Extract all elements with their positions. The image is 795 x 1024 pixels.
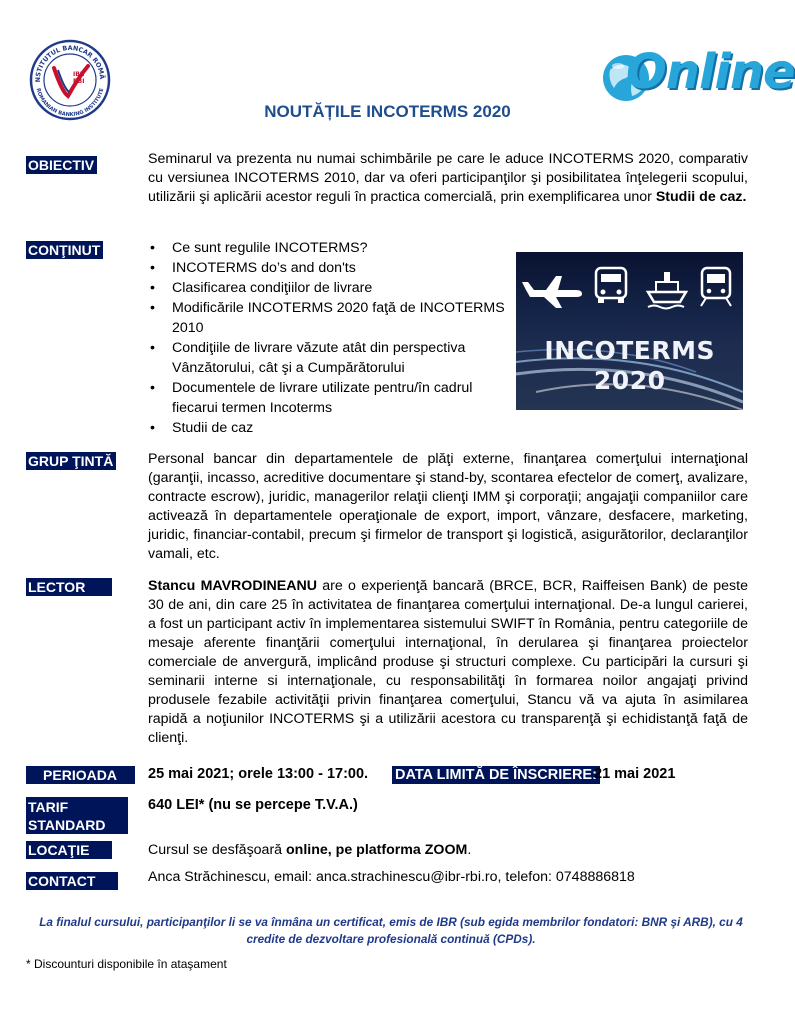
objectiv-body: Seminarul va prezenta nu numai schimbările pe care le aduce INCOTERMS 2020, comparativ cu versiunea INCOTERMS 2010, dar va oferi participanţilor şi posibilitatea înţelegerii scopului, utilizării şi aplicării acestor reguli în practica comercială, prin exemplificarea unor — [148, 151, 748, 205]
objectiv-bold: Studii de caz. — [655, 189, 747, 205]
online-logo — [600, 44, 795, 104]
locatie-label: LOCAŢIE — [26, 841, 112, 859]
perioada-value: 25 mai 2021; orele 13:00 - 17:00. — [148, 766, 369, 782]
locatie-prefix: Cursul se desfăşoară — [148, 842, 283, 858]
lector-name: Stancu MAVRODINEANU — [148, 578, 317, 594]
list-item: • Ce sunt regulile INCOTERMS? — [148, 238, 508, 258]
perioada-label: PERIOADA — [26, 766, 135, 784]
list-item: • Studii de caz — [148, 418, 508, 438]
tarif-label-line2: STANDARD — [28, 817, 106, 833]
svg-text:RBI: RBI — [73, 78, 85, 85]
svg-text:IBR: IBR — [73, 71, 85, 78]
airplane-icon — [522, 276, 582, 308]
tarif-label-line1: TARIF — [28, 799, 69, 815]
contact-label: CONTACT — [26, 872, 118, 890]
objectiv-label: OBIECTIV — [26, 156, 97, 174]
objectiv-text — [148, 150, 748, 207]
incoterms-image-line1: INCOTERMS — [544, 336, 715, 365]
page-title: NOUTĂȚILE INCOTERMS 2020 — [264, 102, 511, 121]
list-item: • INCOTERMS do’s and don'ts — [148, 258, 508, 278]
locatie-value — [148, 842, 471, 858]
list-item: • Clasificarea condiţiilor de livrare — [148, 278, 508, 298]
incoterms-image-title — [544, 336, 715, 396]
logo-bottom-text: ROMANIAN BANKING INSTITUTE — [34, 87, 106, 119]
lector-label: LECTOR — [26, 578, 112, 596]
list-item: • Documentele de livrare utilizate pentru/în cadrul fiecarui termen Incoterms — [148, 378, 508, 418]
locatie-suffix: . — [467, 842, 472, 858]
contact-value: Anca Străchinescu, email: anca.strachinescu@ibr-rbi.ro, telefon: 0748886818 — [148, 869, 635, 885]
locatie-bold: online, pe platforma ZOOM — [286, 842, 468, 858]
incoterms-image-line2: 2020 — [593, 366, 666, 395]
grup-tinta-text: Personal bancar din departamentele de plăţi externe, finanţarea comerţului internaţional (garanţii, incasso, acreditive documentare şi stand-by, scontarea efectelor de comerţ, avalizare, contracte escrow), juridic, managerilor relaţii clienţi IMM şi corporaţii; angajaţii companiilor care activează în departamentele operaţionale de export, import, vânzare, desfacere, marketing, juridic, financiar-contabil, precum şi firmelor de transport şi logistică, asigurătorilor, declaranţilor vamali, etc. — [148, 451, 748, 562]
tarif-value: 640 LEI* (nu se percepe T.V.A.) — [148, 797, 358, 813]
lector-bio: are o experienţă bancară (BRCE, BCR, Raiffeisen Bank) de peste 30 de ani, din care 25 în activitatea de finanţarea comerţului internaţional. De-a lungul carierei, a fost un participant activ în implementarea sistemului SWIFT în România, pentru categoriile de mesaje aferente finanţării comerţului internaţional, în derularea şi finanţarea proiectelor comerciale de anvergură, implicând produse şi structuri complexe. Cu participări la cursuri şi seminarii interne si internaţionale, cu responsabilităţi în formarea noilor angajaţi privind produsele fezabile activităţii privin finanţarea comerţului, Stancu vă va ajuta în asimilarea rapidă a noţiunilor INCOTERMS şi a utilizării acestora cu transparenţă şi echidistanţă faţă de clienţi. — [148, 578, 748, 746]
discount-note: * Discounturi disponibile în ataşament — [26, 957, 227, 971]
tarif-label — [26, 797, 128, 834]
truck-icon — [596, 268, 626, 303]
list-item: • Modificările INCOTERMS 2020 faţă de INCOTERMS 2010 — [148, 298, 508, 338]
continut-label: CONŢINUT — [26, 241, 103, 259]
incoterms-image — [516, 252, 743, 410]
list-item: • Condiţiile de livrare văzute atât din perspectiva Vânzătorului, cât şi a Cumpărătorului — [148, 338, 508, 378]
train-icon — [701, 268, 731, 306]
continut-list — [148, 238, 508, 438]
ship-icon — [648, 272, 686, 309]
logo-top-text: NSTITUTUL BANCAR ROMÂ — [33, 43, 107, 83]
grup-tinta-label: GRUP ŢINTĂ — [26, 452, 116, 470]
online-logo-text: Online — [626, 44, 795, 100]
certificate-note: La finalul cursului, participanţilor li se va înmâna un certificat, emis de IBR (sub egida membrilor fondatori: BNR şi ARB), cu 4 credite de dezvoltare profesională continuă (CPDs). — [39, 915, 743, 946]
lector-text — [148, 577, 748, 748]
deadline-value: 21 mai 2021 — [594, 766, 676, 782]
deadline-label: DATA LIMITĂ DE ÎNSCRIERE: — [392, 766, 600, 784]
